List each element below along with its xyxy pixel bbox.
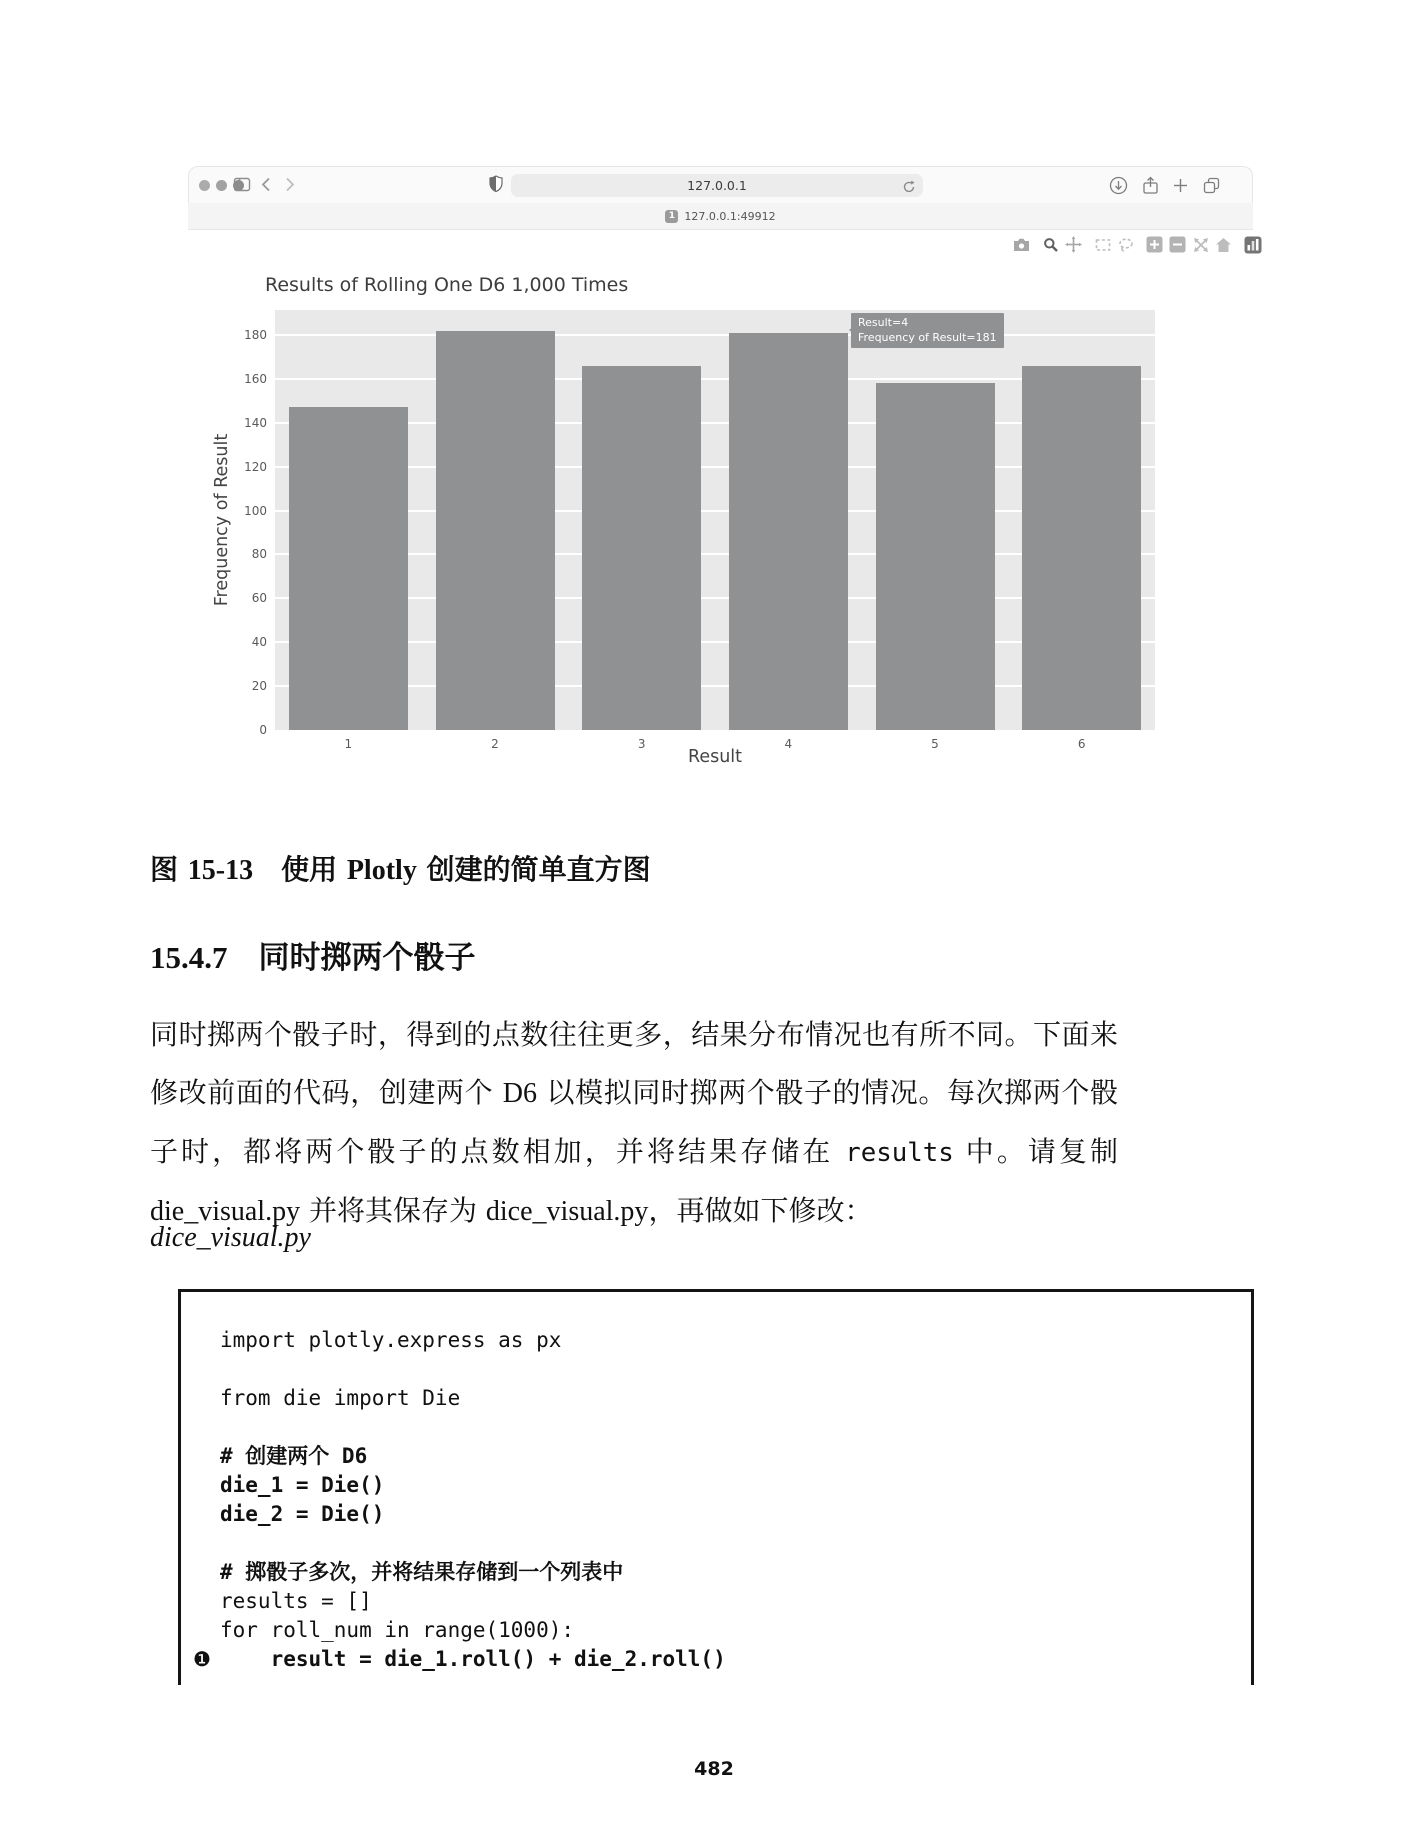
text-segment: ，再做如下修改： <box>648 1194 873 1227</box>
lasso-icon[interactable] <box>1116 235 1135 254</box>
share-icon[interactable] <box>1142 176 1159 199</box>
text-segment: dice_visual.py <box>485 1196 649 1227</box>
y-axis-title: Frequency of Result <box>212 433 232 607</box>
text-segment: 并将其保存为 <box>300 1194 486 1227</box>
tab-bar <box>188 203 1253 230</box>
shield-icon[interactable] <box>489 175 503 197</box>
y-axis-tick-label: 20 <box>251 679 267 694</box>
code-line <box>220 1529 1231 1558</box>
y-axis-tick-label: 80 <box>251 547 267 562</box>
x-axis-tick-label: 2 <box>491 737 499 751</box>
pan-icon[interactable] <box>1064 235 1083 254</box>
code-line: results = [] <box>220 1589 372 1613</box>
text-segment: 以模拟同时掷两个骰子的情况。每次掷两个骰子时，都将两个骰子的点数相加，并将结果存储在 <box>150 1076 1118 1168</box>
camera-icon[interactable] <box>1012 235 1031 254</box>
y-axis-tick-label: 60 <box>251 591 267 606</box>
y-axis-tick-label: 160 <box>244 371 267 386</box>
bar-result-5[interactable] <box>876 383 995 730</box>
sidebar-icon[interactable] <box>233 176 251 197</box>
text-segment: 中。请复制 <box>953 1135 1118 1168</box>
figure-caption <box>150 848 651 888</box>
code-line: die_2 = Die() <box>220 1502 385 1526</box>
text-segment: D6 <box>502 1078 537 1109</box>
y-axis-tick-label: 40 <box>251 635 267 650</box>
code-line: # 掷骰子多次，并将结果存储到一个列表中 <box>220 1560 624 1584</box>
forward-icon[interactable] <box>285 177 295 196</box>
browser-toolbar <box>188 166 1253 203</box>
bar-result-1[interactable] <box>289 407 408 730</box>
gridline <box>275 334 1155 336</box>
zoom-in-icon[interactable] <box>1145 235 1164 254</box>
hover-tooltip <box>851 313 1004 348</box>
text-segment: 同时掷两个骰子时，得到的点数往往更多，结果分布情况也有所不同。下面来修改前面的代码，创建两个 <box>150 1018 1118 1109</box>
text-segment: 15.4.7 <box>150 940 228 975</box>
section-heading <box>150 932 476 977</box>
y-axis-tick-label: 140 <box>244 415 267 430</box>
chart-title: Results of Rolling One D6 1,000 Times <box>265 274 629 296</box>
x-axis-tick-label: 1 <box>344 737 353 751</box>
text-segment: Plotly <box>346 855 417 886</box>
text-segment: 创建的简单直方图 <box>416 853 651 886</box>
code-annotation-marker: ❶ <box>193 1647 211 1671</box>
code-line: die_1 = Die() <box>220 1473 385 1497</box>
plot-area <box>244 310 1155 751</box>
active-tab[interactable]: 127.0.0.1:49912 <box>684 209 776 223</box>
bar-result-2[interactable] <box>436 331 555 730</box>
zoom-icon[interactable] <box>1041 235 1060 254</box>
x-axis-tick-label: 4 <box>784 737 793 751</box>
y-axis-tick-label: 100 <box>244 503 267 518</box>
tooltip-line-1: Result=4 <box>858 316 909 329</box>
tab-overview-icon[interactable] <box>1202 176 1221 199</box>
y-axis-tick-label: 180 <box>244 328 267 342</box>
text-segment: 15-13 <box>187 855 254 886</box>
text-segment: 图 <box>150 853 188 886</box>
text-segment: results <box>845 1138 954 1168</box>
body-paragraph <box>150 1006 1118 1241</box>
code-line: result = die_1.roll() + die_2.roll() ❶ <box>220 1645 1231 1674</box>
back-icon[interactable] <box>261 177 271 196</box>
plotly-logo-icon[interactable] <box>1243 235 1262 254</box>
autoscale-icon[interactable] <box>1191 235 1210 254</box>
bar-result-4[interactable] <box>729 333 848 730</box>
code-line <box>220 1355 1231 1384</box>
bar-result-6[interactable] <box>1022 366 1141 730</box>
text-segment: 同时掷两个骰子 <box>227 940 476 976</box>
url-text: 127.0.0.1 <box>687 178 747 193</box>
x-axis-tick-label: 3 <box>637 737 646 751</box>
code-line: for roll_num in range(1000): <box>220 1618 575 1642</box>
reload-icon[interactable] <box>902 178 916 201</box>
listing-filename: dice_visual.py <box>150 1222 311 1253</box>
text-segment: 使用 <box>253 853 347 886</box>
tooltip-line-2: Frequency of Result=181 <box>858 331 997 344</box>
reset-axes-icon[interactable] <box>1214 235 1233 254</box>
new-tab-icon[interactable] <box>1173 178 1188 197</box>
download-icon[interactable] <box>1109 176 1128 199</box>
code-line <box>220 1413 1231 1442</box>
zoom-out-icon[interactable] <box>1168 235 1187 254</box>
x-axis-tick-label: 5 <box>931 737 939 751</box>
page-number: 482 <box>694 1758 734 1780</box>
code-line: from die import Die <box>220 1386 461 1410</box>
y-axis-tick-label: 0 <box>259 723 267 737</box>
code-listing <box>178 1289 1254 1685</box>
close-window-button[interactable] <box>199 180 210 191</box>
address-bar[interactable] <box>511 174 923 197</box>
code-line: import plotly.express as px <box>220 1328 562 1352</box>
text-segment: die_visual.py <box>150 1196 301 1227</box>
tab-favicon-icon: 1 <box>665 210 678 223</box>
minimize-window-button[interactable] <box>216 180 227 191</box>
x-axis-tick-label: 6 <box>1077 737 1086 751</box>
plotly-modebar <box>1012 235 1262 254</box>
box-select-icon[interactable] <box>1093 235 1112 254</box>
x-axis-title: Result <box>687 747 743 767</box>
y-axis-tick-label: 120 <box>244 459 267 474</box>
code-line: # 创建两个 D6 <box>220 1444 368 1468</box>
bar-result-3[interactable] <box>582 366 701 730</box>
